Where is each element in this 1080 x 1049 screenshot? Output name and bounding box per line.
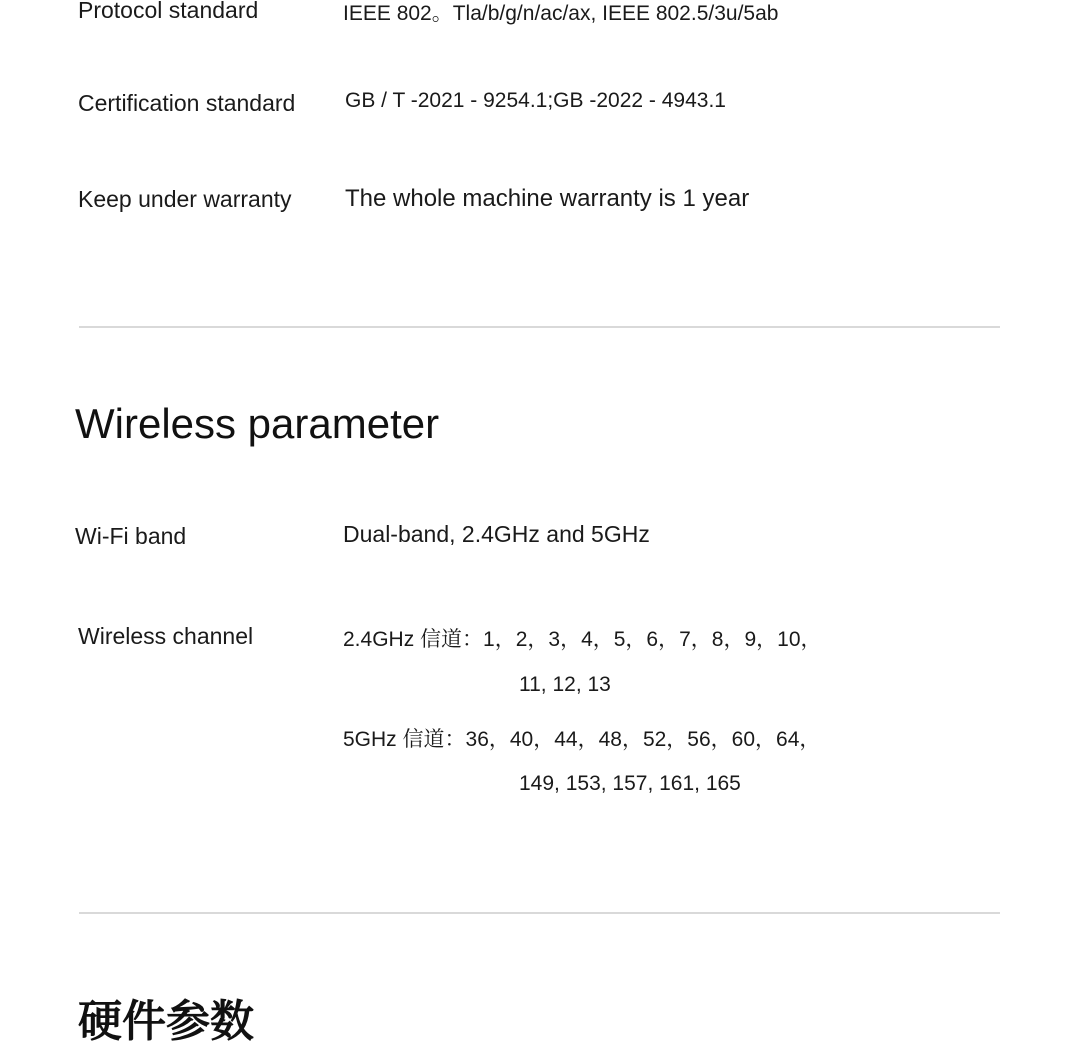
wifi-band-value: Dual-band, 2.4GHz and 5GHz bbox=[343, 521, 650, 547]
section-divider bbox=[79, 326, 1000, 328]
channel-24ghz-line2: 11, 12, 13 bbox=[519, 673, 611, 696]
section-title-wireless: Wireless parameter bbox=[75, 400, 440, 447]
channel-5ghz-line1: 5GHz 信道：36，40，44，48，52，56，60，64， bbox=[343, 728, 821, 751]
wifi-band-label: Wi-Fi band bbox=[75, 523, 187, 549]
channel-24ghz-line1: 2.4GHz 信道：1，2，3，4，5，6，7，8，9，10， bbox=[343, 628, 822, 651]
section-divider bbox=[79, 912, 1000, 914]
section-title-hardware: 硬件参数 bbox=[78, 997, 254, 1046]
warranty-label: Keep under warranty bbox=[78, 186, 292, 212]
warranty-value: The whole machine warranty is 1 year bbox=[345, 185, 750, 212]
wireless-channel-label: Wireless channel bbox=[78, 623, 254, 649]
protocol-standard-value: IEEE 802。Tla/b/g/n/ac/ax, IEEE 802.5/3u/5ab bbox=[343, 2, 779, 25]
protocol-standard-label: Protocol standard bbox=[78, 0, 259, 23]
certification-standard-label: Certification standard bbox=[78, 90, 296, 116]
certification-standard-value: GB / T -2021 - 9254.1;GB -2022 - 4943.1 bbox=[345, 89, 726, 112]
channel-5ghz-line2: 149, 153, 157, 161, 165 bbox=[519, 772, 741, 795]
